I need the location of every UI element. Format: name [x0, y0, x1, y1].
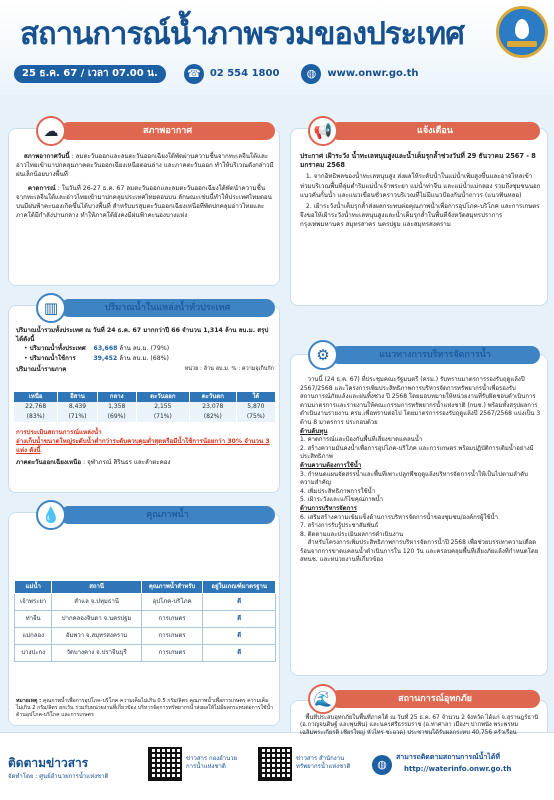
quality-cell: ปากคลองจินดา จ.นครปฐม — [52, 611, 141, 628]
region-percent: (71%) — [58, 412, 97, 422]
table-row — [15, 645, 276, 662]
quality-cell: ดี — [203, 611, 276, 628]
qr2-label: ข่าวสาร สำนักงานทรัพยากรน้ำแห่งชาติ — [296, 755, 351, 770]
weather-heading: สภาพอากาศ — [60, 122, 275, 140]
quality-header: แม่น้ำ — [15, 581, 52, 594]
weather-icon: ☁ — [36, 116, 66, 146]
flood-icon: 🌊 — [308, 684, 338, 714]
region-header: เหนือ — [14, 392, 58, 402]
region-value: 8,439 — [58, 402, 97, 412]
dam-icon: ▥ — [36, 293, 66, 323]
quality-cell: ดี — [203, 628, 276, 645]
quality-table — [14, 580, 276, 662]
region-header: กลาง — [97, 392, 136, 402]
quality-header: คุณภาพน้ำสำหรับ — [141, 581, 203, 594]
table-row — [15, 594, 276, 611]
quality-header: อยู่ในเกณฑ์มาตรฐาน — [203, 581, 276, 594]
phone-icon: ☎ — [184, 64, 204, 84]
warning-heading: แจ้งเตือน — [330, 122, 540, 140]
disaster-text: พื้นที่ประสบอุทกภัยในพื้นที่ภาคใต้ ณ วันที่ 25 ธ.ค. 67 จำนวน 2 จังหวัด ได้แก่ จ.สุราษฎร์ธานี (อ.กาญจนดิษฐ์ และพุนพิน) และนครศรีธรรมราช (อ.ท่าศาลา เมืองฯ ปากพนัง พระพรหม เฉลิมพระเกียรติ เชียรใหญ่ หัวไทร ชะอวด) ประชาชนได้รับผลกระทบ 40,756 ครัวเรือน — [300, 715, 539, 736]
quality-cell: การเกษตร — [141, 611, 203, 628]
region-header: อีสาน — [58, 392, 97, 402]
quality-cell: ดี — [203, 645, 276, 662]
quality-cell: เจ้าพระยา — [15, 594, 52, 611]
qr1-label: ข่าวสาร กองอำนวยการน้ำแห่งชาติ — [186, 755, 238, 770]
region-header: ตะวันออก — [136, 392, 189, 402]
phone-number[interactable]: 02 554 1800 — [209, 68, 280, 80]
region-percent: (69%) — [97, 412, 136, 422]
region-value: 1,358 — [97, 402, 136, 412]
date-badge: 25 ธ.ค. 67 / เวลา 07.00 น. — [14, 65, 166, 83]
region-header: ตะวันตก — [189, 392, 236, 402]
region-header: ใต้ — [236, 392, 275, 402]
region-percent: (82%) — [189, 412, 236, 422]
quality-cell: การเกษตร — [141, 645, 203, 662]
footer — [0, 715, 554, 800]
waterinfo-link[interactable]: http://waterinfo.onwr.go.th — [404, 765, 512, 773]
quality-cell: แม่กลอง — [15, 628, 52, 645]
reservoir-text: ปริมาณน้ำรวมทั้งประเทศ ณ วันที่ 24 ธ.ค. 67 มากกว่าปี 66 จำนวน 1,314 ล้าน ลบ.ม. สรุปได้ดังนี้ • ปริมาณน้ำทั้งประเทศ 63,668 ล้าน ลบ.ม. (79%) • ปริมาณน้ำใช้การ 39,452 ล้าน ลบ.ม. (68%) ปริมาณน้ำรายภาค หน่วย : ล้าน ลบ.ม. % : ความจุเก็บกัก — [16, 327, 274, 373]
management-heading: แนวทางการบริหารจัดการน้ำ — [330, 346, 540, 364]
region-percent: (83%) — [14, 412, 58, 422]
page-title: สถานการณ์น้ำภาพรวมของประเทศ — [20, 16, 464, 52]
table-row — [15, 628, 276, 645]
region-value: 5,870 — [236, 402, 275, 412]
water-management-icon: ⚙ — [308, 340, 338, 370]
follow-title: ติดตามข่าวสาร — [8, 756, 89, 770]
reservoir-table — [14, 392, 276, 422]
management-text: วานนี้ (24 ธ.ค. 67) ที่ประชุมคณะรัฐมนตรี (ครม.) รับทราบมาตรการรองรับฤดูแล้งปี 2567/2568 และโครงการเพิ่มประสิทธิภาพการบริหารจัดการทรัพยากรน้ำเพื่อรองรับสถานการณ์ภัยแล้งและฝนทิ้งช่วง ปี 2568 โดยมอบหมายให้หน่วยงานที่รับผิดชอบดำเนินการตามมาตรการและรายงานให้คณะกรรมการทรัพยากรน้ำแห่งชาติ (กนช.) พร้อมทั้งสรุปผลการดำเนินงานรายงาน ครม.เพื่อทราบต่อไป โดยมาตรการรองรับฤดูแล้งปี 2567/2568 แบ่งเป็น 3 ด้าน 8 มาตรการ ประกอบด้วย ด้านต้นทุน 1. คาดการณ์และป้องกันพื้นที่เสี่ยงขาดแคลนน้ำ 2. สร้างความมั่นคงน้ำเพื่อการอุปโภค-บริโภค และการเกษตร พร้อมปฏิบัติการเติมน้ำอย่างมีประสิทธิภาพ ด้านความต้องการใช้น้ำ 3. กำหนดแผนจัดสรรน้ำและพื้นที่เพาะปลูกพืชฤดูแล้งบริหารจัดการน้ำให้เป็นไปตามลำดับความสำคัญ 4. เพิ่มประสิทธิภาพการใช้น้ำ 5. เฝ้าระวังและแก้ไขคุณภาพน้ำ ด้านการบริหารจัดการ 6. เสริมสร้างความเข้มแข็งด้านการบริหารจัดการน้ำของชุมชน/องค์กรผู้ใช้น้ำ 7. สร้างการรับรู้ประชาสัมพันธ์ 8. ติดตามและประเมินผลการดำเนินงาน สำหรับโครงการเพิ่มประสิทธิภาพการบริหารจัดการน้ำปี 2568 เพื่อช่วยบรรเทาความเดือดร้อนจากการขาดแคลนน้ำดำเนินการใน 120 วัน และครอบคลุมพื้นที่เสี่ยงภัยแล้งที่กำหนดโดย สทนช. และหน่วยงานที่เกี่ยวข้อง — [300, 376, 541, 564]
region-percent: (71%) — [136, 412, 189, 422]
website-link[interactable]: www.onwr.go.th — [327, 68, 419, 80]
weather-text: สภาพอากาศวันนี้ : ลมตะวันออกและลมตะวันออกเฉียงใต้พัดผ่านความชื้นจากทะเลจีนใต้และอ่าวไทยเข้ามาปกคลุมภาคตะวันออกเฉียงเหนือตอนล่าง และภาคตะวันออก ทำให้บริเวณดังกล่าวมีฝนเล็กน้อยบางพื้นที่ คาดการณ์ : ในวันที่ 26-27 ธ.ค. 67 ลมตะวันออกและลมตะวันออกเฉียงใต้พัดนำความชื้นจากทะเลจีนใต้และอ่าวไทยเข้ามาปกคลุมประเทศไทยตอนบน ลักษณะเช่นนี้ทำให้ประเทศไทยตอนบนมีฝนฟ้าคะนองเกิดขึ้นได้บางพื้นที่ สำหรับมรสุมตะวันออกเฉียงเหนือที่พัดปกคลุมอ่าวไทยและภาคใต้มีกำลังปานกลาง ทำให้ภาคใต้ยังคงมีฝนฟ้าคะนองบางแห่ง — [16, 153, 274, 220]
quality-cell: บางปะกง — [15, 645, 52, 662]
quality-cell: วัดบางคาง จ.ปราจีนบุรี — [52, 645, 141, 662]
link-title: สามารถติดตามสถานการณ์น้ำได้ที่ — [396, 753, 500, 761]
region-percent: (75%) — [236, 412, 275, 422]
header — [0, 0, 554, 95]
quality-cell: สำแล จ.ปทุมธานี — [52, 594, 141, 611]
reservoir-eval: การประเมินสถานการณ์แหล่งน้ำ อ่างเก็บน้ำขนาดใหญ่ระดับน้ำต่ำกว่าระดับควบคุมต่ำสุดหรือมีน้ำใช้การน้อยกว่า 30% จำนวน 3 แห่ง ดังนี้ ภาคตะวันออกเฉียงเหนือ : จุฬาภรณ์ สิรินธร และลำตะคอง — [16, 429, 270, 466]
region-value: 23,078 — [189, 402, 236, 412]
table-row — [15, 611, 276, 628]
date-bar — [14, 64, 419, 84]
megaphone-icon: 📢 — [308, 116, 338, 146]
quality-note: หมายเหตุ : คุณภาพน้ำเพื่อการอุปโภค-บริโภค ความเค็มไม่เกิน 0.5 กรัม/ลิตร คุณภาพน้ำเพื่อการเกษตร ความเค็มไม่เกิน 2 กรัม/ลิตร ยกเว้น ร่วมกับหน่วยงานที่เกี่ยวข้อง บริหารจัดการทรัพยากรน้ำส่งผลให้ไม่มีผลกระทบต่อการใช้น้ำด้านอุปโภค-บริโภค และการเกษตร — [16, 698, 274, 718]
quality-cell: อัมพวา จ.สมุทรสงคราม — [52, 628, 141, 645]
quality-cell: ท่าจีน — [15, 611, 52, 628]
quality-header: สถานี — [52, 581, 141, 594]
disaster-heading: สถานการณ์อุทกภัย — [330, 690, 540, 708]
region-value: 22,768 — [14, 402, 58, 412]
quality-cell: การเกษตร — [141, 628, 203, 645]
globe-icon-footer: ◍ — [372, 755, 392, 775]
qr-code-news[interactable] — [148, 747, 182, 781]
onwr-logo — [496, 6, 548, 58]
quality-cell: ดี — [203, 594, 276, 611]
reservoir-heading: ปริมาณน้ำในแหล่งน้ำทั่วประเทศ — [60, 299, 275, 317]
globe-icon: ◍ — [301, 64, 321, 84]
source-text: จัดทำโดย : ศูนย์อำนวยการน้ำแห่งชาติ — [8, 773, 109, 780]
quality-heading: คุณภาพน้ำ — [60, 506, 275, 524]
quality-cell: อุปโภค-บริโภค — [141, 594, 203, 611]
warning-text: ประกาศ เฝ้าระวัง น้ำทะเลหนุนสูงและน้ำเค็มรุกล้ำช่วงวันที่ 29 ธันวาคม 2567 - 8 มกราคม 2568 1. จากอิทธิพลของน้ำทะเลหนุนสูง ส่งผลให้ระดับน้ำในแม่น้ำเพิ่มสูงขึ้นและอาจไหลเข้าท่วมบริเวณพื้นที่ลุ่มต่ำริมแม่น้ำเจ้าพระยา แม่น้ำท่าจีน และแม่น้ำแม่กลอง รวมถึงชุมชนนอกแนวคันกั้นน้ำ และแนวเขื่อนชั่วคราวบริเวณที่ไม่มีแนวป้องกันน้ำถาวร (แนวฟันหลอ) 2. เฝ้าระวังน้ำเค็มรุกล้ำส่งผลกระทบต่อคุณภาพน้ำเพื่อการอุปโภค-บริโภค และการเกษตร จึงขอให้เฝ้าระวังน้ำทะเลหนุนสูงและน้ำเค็มรุกล้ำในพื้นที่จังหวัดสมุทรปราการ กรุงเทพมหานคร สมุทรสาคร นครปฐม และสมุทรสงคราม — [300, 152, 541, 229]
region-value: 2,155 — [136, 402, 189, 412]
qr-code-onwr[interactable] — [258, 747, 292, 781]
water-drop-icon: 💧 — [36, 500, 66, 530]
